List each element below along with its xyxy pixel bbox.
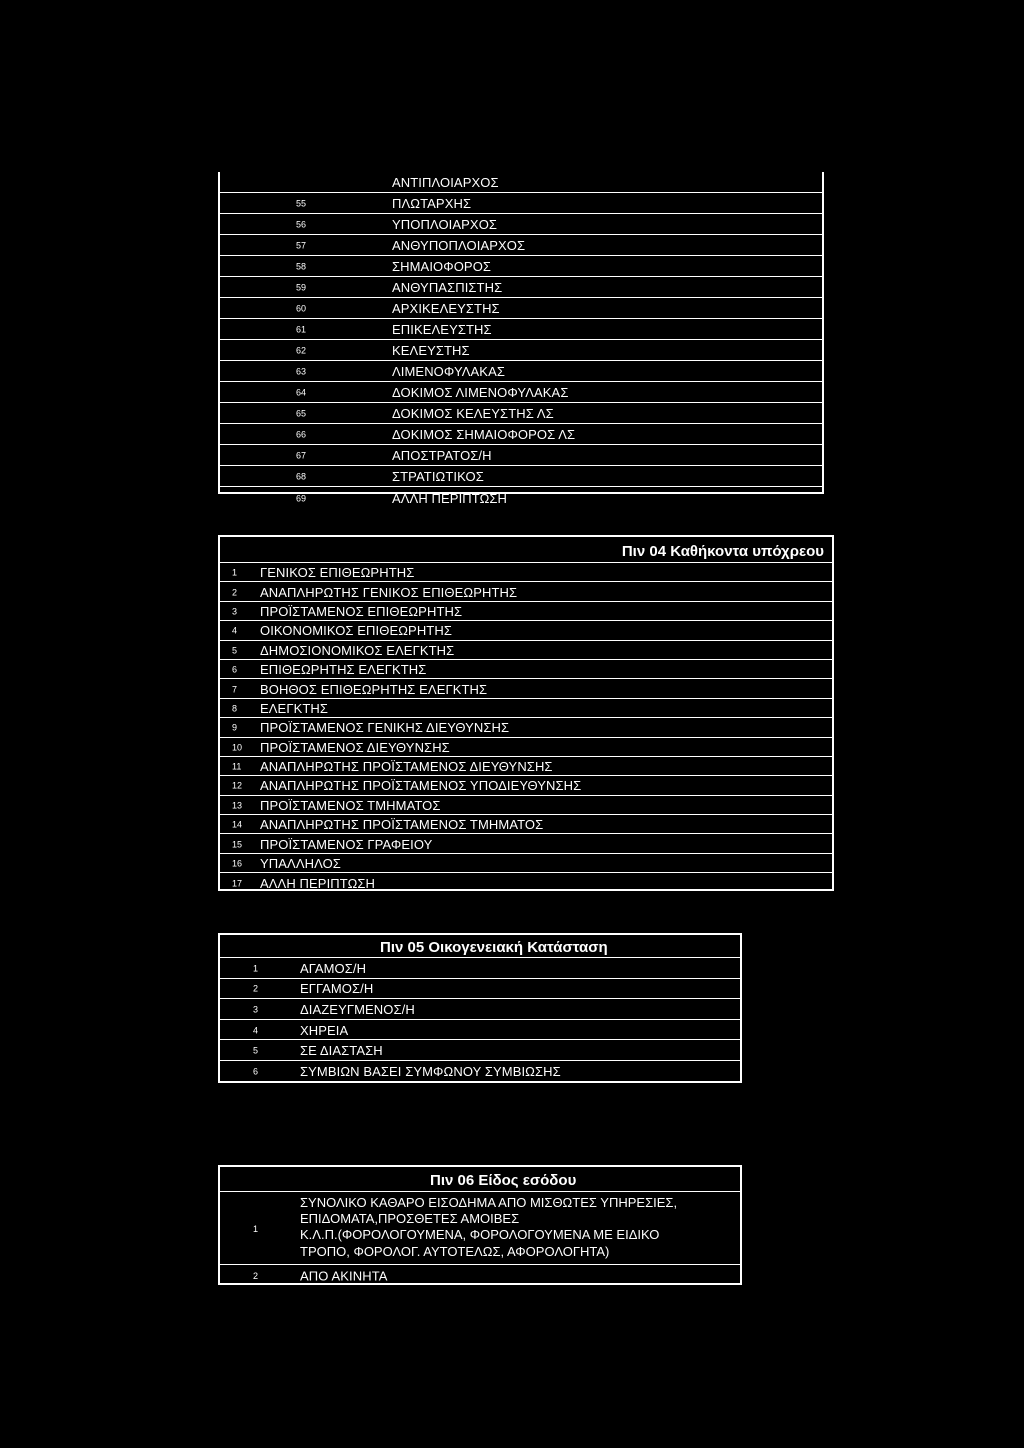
table-header [220,1167,740,1192]
table-row [220,256,822,277]
table-row [220,776,832,795]
row-number: 69 [296,492,307,503]
row-number: 66 [296,429,307,440]
table-row [220,1265,740,1285]
table-row [220,854,832,873]
row-label: ΑΝΑΠΛΗΡΩΤΗΣ ΠΡΟΪΣΤΑΜΕΝΟΣ ΤΜΗΜΑΤΟΣ [260,817,544,833]
row-label: ΑΛΛΗ ΠΕΡΙΠΤΩΣΗ [260,876,376,892]
row-number: 8 [232,703,238,714]
table-row [220,193,822,214]
row-number: 6 [232,664,238,675]
row-label: ΥΠΟΠΛΟΙΑΡΧΟΣ [392,217,498,233]
row-number: 1 [253,963,259,974]
row-label: ΑΠΟΣΤΡΑΤΟΣ/Η [392,448,492,464]
row-number: 5 [232,645,238,656]
row-number: 67 [296,450,307,461]
row-label: ΛΙΜΕΝΟΦΥΛΑΚΑΣ [392,364,505,380]
row-label: ΔΟΚΙΜΟΣ ΛΙΜΕΝΟΦΥΛΑΚΑΣ [392,385,569,401]
row-number: 63 [296,366,307,377]
row-label: ΣΗΜΑΙΟΦΟΡΟΣ [392,259,492,275]
row-number: 4 [232,625,238,636]
row-label: ΑΛΛΗ ΠΕΡΙΠΤΩΣΗ [392,490,508,506]
row-label: ΑΠΟ ΑΚΙΝΗΤΑ [300,1268,388,1284]
table-row [220,445,822,466]
row-label: ΣΤΡΑΤΙΩΤΙΚΟΣ [392,469,484,485]
table-row [220,1061,740,1082]
row-number: 4 [253,1024,259,1035]
row-label: ΕΠΙΘΕΩΡΗΤΗΣ ΕΛΕΓΚΤΗΣ [260,662,427,678]
table-row [220,487,822,508]
row-number: 64 [296,387,307,398]
table-row [220,999,740,1020]
table-row [220,298,822,319]
row-label: ΔΙΑΖΕΥΓΜΕΝΟΣ/Η [300,1002,415,1018]
row-number: 10 [232,742,243,753]
row-number: 9 [232,722,238,733]
row-label: ΠΡΟΪΣΤΑΜΕΝΟΣ ΓΡΑΦΕΙΟΥ [260,836,433,852]
row-number: 2 [253,983,259,994]
row-number: 2 [232,586,238,597]
row-label-line: ΣΥΝΟΛΙΚΟ ΚΑΘΑΡΟ ΕΙΣΟΔΗΜΑ ΑΠΟ ΜΙΣΘΩΤΕΣ ΥΠΗΡΕΣΙΕΣ, [300,1195,678,1210]
row-label: ΕΛΕΓΚΤΗΣ [260,701,329,717]
table-row [220,466,822,487]
row-number: 61 [296,324,307,335]
family-status-table [218,933,742,1083]
table-title: Πιν 05 Οικογενειακή Κατάσταση [380,939,608,956]
row-number: 68 [296,471,307,482]
row-label: ΟΙΚΟΝΟΜΙΚΟΣ ΕΠΙΘΕΩΡΗΤΗΣ [260,623,452,639]
row-label: ΠΡΟΪΣΤΑΜΕΝΟΣ ΤΜΗΜΑΤΟΣ [260,798,441,814]
row-label: ΓΕΝΙΚΟΣ ΕΠΙΘΕΩΡΗΤΗΣ [260,565,415,581]
row-label: ΣΥΜΒΙΩΝ ΒΑΣΕΙ ΣΥΜΦΩΝΟΥ ΣΥΜΒΙΩΣΗΣ [300,1064,561,1080]
row-label: ΕΠΙΚΕΛΕΥΣΤΗΣ [392,322,492,338]
table-row [220,582,832,601]
row-number: 14 [232,819,243,830]
table-row [220,340,822,361]
row-label: ΑΝΘΥΠΟΠΛΟΙΑΡΧΟΣ [392,238,526,254]
row-label: ΕΓΓΑΜΟΣ/Η [300,981,374,997]
row-label: ΥΠΑΛΛΗΛΟΣ [260,856,341,872]
row-label: ΑΝΑΠΛΗΡΩΤΗΣ ΓΕΝΙΚΟΣ ΕΠΙΘΕΩΡΗΤΗΣ [260,584,518,600]
row-label: ΚΕΛΕΥΣΤΗΣ [392,343,470,359]
row-number: 12 [232,780,243,791]
row-label: ΧΗΡΕΙΑ [300,1022,349,1038]
row-label-line: ΕΠΙΔΟΜΑΤΑ,ΠΡΟΣΘΕΤΕΣ ΑΜΟΙΒΕΣ [300,1211,520,1227]
row-number: 15 [232,839,243,850]
table-row [220,563,832,582]
ranks-table [218,172,824,506]
row-number: 55 [296,198,307,209]
row-number: 59 [296,282,307,293]
table-row [220,738,832,757]
table-row [220,403,822,424]
row-number: 3 [232,606,238,617]
duties-table [218,535,834,891]
row-label: ΔΟΚΙΜΟΣ ΣΗΜΑΙΟΦΟΡΟΣ ΛΣ [392,427,576,443]
table-row [220,641,832,660]
table-row [220,979,740,1000]
row-number: 3 [253,1004,259,1015]
row-number: 13 [232,800,243,811]
table-header [220,537,832,563]
row-label: ΑΝΤΙΠΛΟΙΑΡΧΟΣ [392,175,499,191]
income-type-table [218,1165,742,1285]
table-row [220,1020,740,1041]
table-row [220,621,832,640]
table-row [220,361,822,382]
table-title: Πιν 06 Είδος εσόδου [430,1172,577,1189]
table-row [220,382,822,403]
row-number: 17 [232,878,243,889]
row-number: 11 [232,761,242,772]
row-label: ΑΝΘΥΠΑΣΠΙΣΤΗΣ [392,280,503,296]
row-label: ΑΝΑΠΛΗΡΩΤΗΣ ΠΡΟΪΣΤΑΜΕΝΟΣ ΥΠΟΔΙΕΥΘΥΝΣΗΣ [260,778,582,794]
table-row [220,699,832,718]
row-number: 57 [296,240,307,251]
row-number: 2 [253,1271,259,1281]
row-number: 16 [232,858,243,869]
row-label: ΑΓΑΜΟΣ/Η [300,960,367,976]
row-number: 62 [296,345,307,356]
table-row [220,660,832,679]
row-label: ΠΛΩΤΑΡΧΗΣ [392,196,472,212]
table-row [220,796,832,815]
row-label: ΠΡΟΪΣΤΑΜΕΝΟΣ ΕΠΙΘΕΩΡΗΤΗΣ [260,604,463,620]
row-number: 7 [232,683,238,694]
row-number: 56 [296,219,307,230]
row-label: ΑΝΑΠΛΗΡΩΤΗΣ ΠΡΟΪΣΤΑΜΕΝΟΣ ΔΙΕΥΘΥΝΣΗΣ [260,759,553,775]
row-label-line: Κ.Λ.Π.(ΦΟΡΟΛΟΓΟΥΜΕΝΑ, ΦΟΡΟΛΟΓΟΥΜΕΝΑ ΜΕ ΕΙΔΙΚΟ [300,1227,660,1243]
row-number: 60 [296,303,307,314]
row-label: ΔΗΜΟΣΙΟΝΟΜΙΚΟΣ ΕΛΕΓΚΤΗΣ [260,642,455,658]
table-row [220,602,832,621]
row-label-line: ΤΡΟΠΟ, ΦΟΡΟΛΟΓ. ΑΥΤΟΤΕΛΩΣ, ΑΦΟΡΟΛΟΓΗΤΑ) [300,1243,610,1259]
table-row [220,757,832,776]
row-label: ΠΡΟΪΣΤΑΜΕΝΟΣ ΔΙΕΥΘΥΝΣΗΣ [260,739,450,755]
table-row [220,679,832,698]
table-row [220,235,822,256]
row-number: 1 [253,1224,259,1234]
table-row [220,172,822,193]
table-row [220,873,832,892]
row-number: 1 [232,567,238,578]
table-row [220,815,832,834]
row-label: ΑΡΧΙΚΕΛΕΥΣΤΗΣ [392,301,500,317]
table-row [220,214,822,235]
table-row [220,424,822,445]
row-label: ΒΟΗΘΟΣ ΕΠΙΘΕΩΡΗΤΗΣ ΕΛΕΓΚΤΗΣ [260,681,488,697]
table-row [220,958,740,979]
table-row [220,1192,740,1265]
row-number: 58 [296,261,307,272]
table-row [220,834,832,853]
row-number: 65 [296,408,307,419]
row-label: ΠΡΟΪΣΤΑΜΕΝΟΣ ΓΕΝΙΚΗΣ ΔΙΕΥΘΥΝΣΗΣ [260,720,510,736]
row-label: ΔΟΚΙΜΟΣ ΚΕΛΕΥΣΤΗΣ ΛΣ [392,406,554,422]
row-label [300,1195,677,1260]
table-row [220,319,822,340]
row-label: ΣΕ ΔΙΑΣΤΑΣΗ [300,1043,383,1059]
table-row [220,1040,740,1061]
table-row [220,718,832,737]
row-number: 5 [253,1045,259,1056]
table-title: Πιν 04 Καθήκοντα υπόχρεου [621,543,824,560]
row-number: 6 [253,1066,259,1077]
table-header [220,935,740,958]
table-row [220,277,822,298]
